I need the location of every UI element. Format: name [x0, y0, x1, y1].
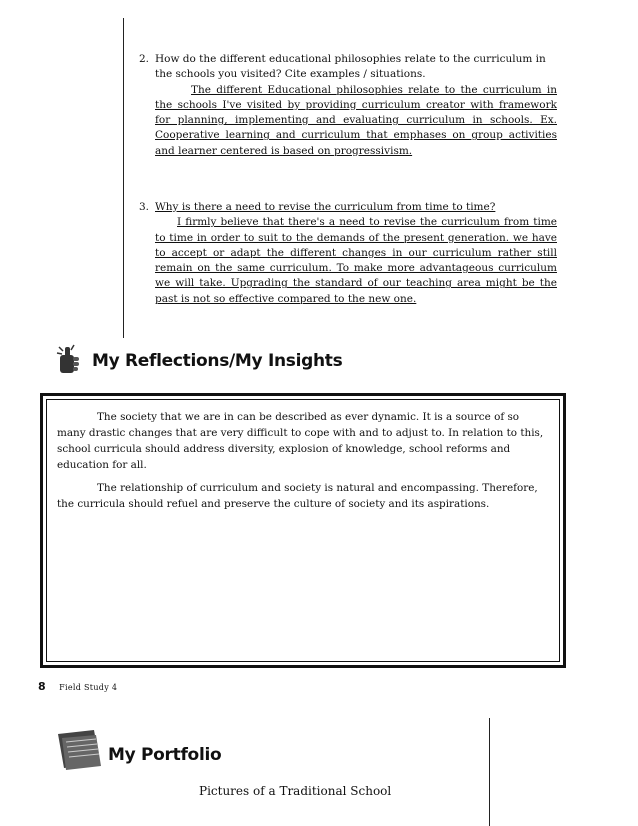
question-3	[139, 200, 557, 307]
question-number: 2.	[139, 53, 150, 65]
reflections-box	[40, 393, 566, 668]
page-footer	[38, 680, 117, 693]
answer-text: I firmly believe that there's a need to revise the curriculum from time to time in order to suit to the demands of the present generation. we have to accept or adapt the different changes in our curriculum rather still remain on the same curriculum. To make more advantageous curriculum we will take. Upgrading the standard of our teaching area might be the past is not so effective compared to the new one.	[155, 216, 557, 305]
question-text: How do the different educational philosophies relate to the curriculum in the schools you visited? Cite examples / situations.	[155, 53, 546, 81]
portfolio-caption: Pictures of a Traditional School	[199, 784, 392, 798]
question-number: 3.	[139, 201, 150, 213]
margin-line-top	[123, 18, 124, 338]
reflection-paragraph: The society that we are in can be described as ever dynamic. It is a source of so many drastic changes that are very difficult to cope with and to adjust to. In relation to this, school curricula should address diversity, explosion of knowledge, school reforms and education for all.	[57, 411, 544, 471]
reflection-paragraph: The relationship of curriculum and society is natural and encompassing. Therefore, the curricula should refuel and preserve the culture of society and its aspirations.	[57, 482, 538, 510]
portfolio-header	[54, 724, 221, 772]
page-number: 8	[38, 680, 46, 693]
portfolio-title: My Portfolio	[108, 745, 222, 765]
footer-label: Field Study 4	[59, 683, 118, 692]
reflections-header	[56, 343, 342, 379]
pointing-hand-icon	[56, 343, 86, 379]
question-text: Why is there a need to revise the curriculum from time to time?	[155, 201, 496, 213]
question-2	[139, 52, 557, 159]
margin-line-bottom	[489, 718, 490, 826]
folder-stack-icon	[54, 724, 106, 772]
answer-text: The different Educational philosophies relate to the curriculum in the schools I've visited by providing curriculum creator with framework for planning, implementing and evaluating curriculum in schools. Ex. Cooperative learning and curriculum that emphases on group activities and learner centered is based on progressivism.	[155, 83, 557, 157]
reflections-title: My Reflections/My Insights	[92, 351, 343, 371]
